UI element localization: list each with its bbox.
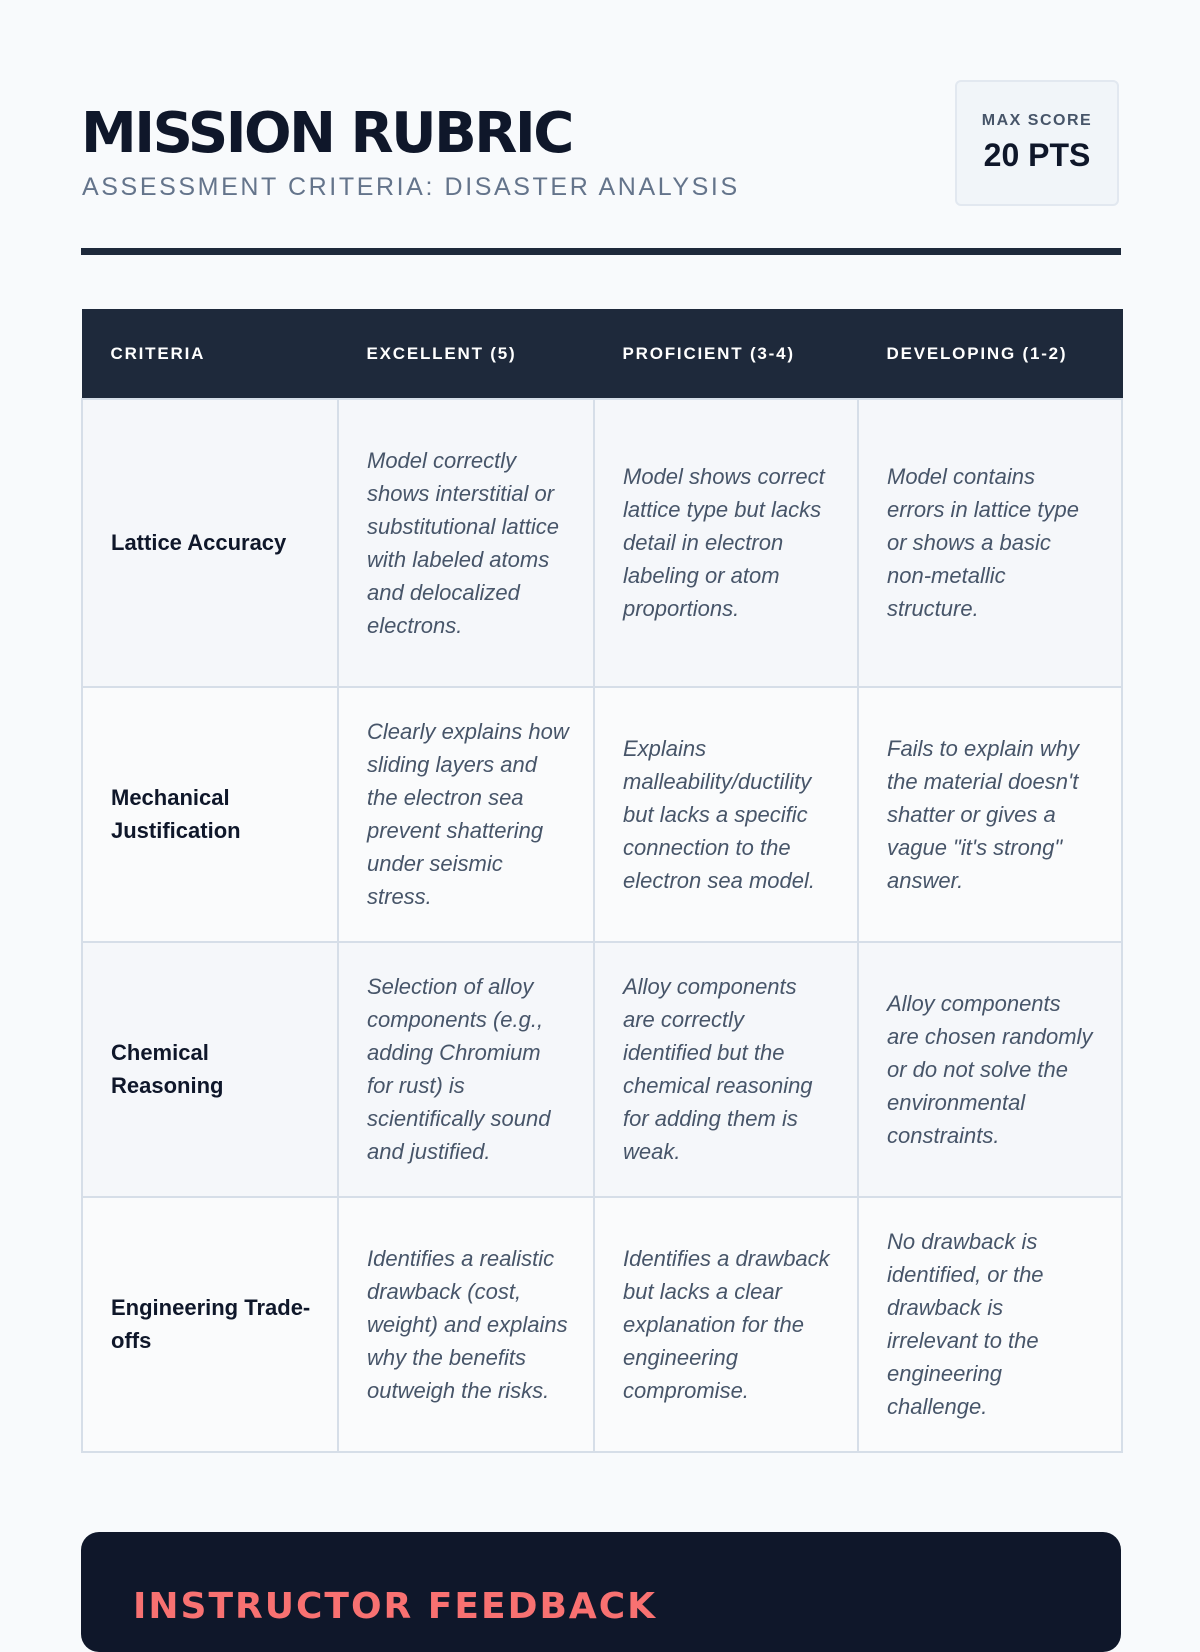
proficient-cell: Identifies a drawback but lacks a clear explanation for the engineering compromise. bbox=[594, 1197, 858, 1452]
page-subtitle: ASSESSMENT CRITERIA: DISASTER ANALYSIS bbox=[82, 173, 740, 201]
max-score-value: 20 PTS bbox=[983, 137, 1091, 173]
column-header-developing: DEVELOPING (1-2) bbox=[858, 310, 1122, 399]
column-header-excellent: EXCELLENT (5) bbox=[338, 310, 594, 399]
header-divider bbox=[81, 248, 1121, 255]
criteria-cell: Lattice Accuracy bbox=[82, 399, 338, 687]
max-score-label: MAX SCORE bbox=[981, 112, 1093, 129]
excellent-cell: Identifies a realistic drawback (cost, weight) and explains why the benefits outweigh the risks. bbox=[338, 1197, 594, 1452]
criteria-cell: Mechanical Justification bbox=[82, 687, 338, 942]
excellent-cell: Model correctly shows interstitial or substitutional lattice with labeled atoms and delocalized electrons. bbox=[338, 399, 594, 687]
instructor-feedback-panel bbox=[81, 1532, 1121, 1652]
column-header-proficient: PROFICIENT (3-4) bbox=[594, 310, 858, 399]
proficient-cell: Explains malleability/ductility but lacks a specific connection to the electron sea model. bbox=[594, 687, 858, 942]
proficient-cell: Model shows correct lattice type but lacks detail in electron labeling or atom proportions. bbox=[594, 399, 858, 687]
criteria-cell: Engineering Trade-offs bbox=[82, 1197, 338, 1452]
table-row bbox=[82, 399, 1122, 687]
proficient-cell: Alloy components are correctly identified but the chemical reasoning for adding them is weak. bbox=[594, 942, 858, 1197]
table-row bbox=[82, 687, 1122, 942]
excellent-cell: Clearly explains how sliding layers and the electron sea prevent shattering under seismic stress. bbox=[338, 687, 594, 942]
table-row bbox=[82, 1197, 1122, 1452]
criteria-cell: Chemical Reasoning bbox=[82, 942, 338, 1197]
column-header-criteria: CRITERIA bbox=[82, 310, 338, 399]
page-title: MISSION RUBRIC bbox=[81, 101, 572, 166]
rubric-header bbox=[81, 80, 1121, 210]
feedback-title: INSTRUCTOR FEEDBACK bbox=[133, 1586, 658, 1627]
developing-cell: Alloy components are chosen randomly or do not solve the environmental constraints. bbox=[858, 942, 1122, 1197]
table-header-row bbox=[82, 310, 1122, 399]
rubric-table bbox=[81, 309, 1123, 1453]
excellent-cell: Selection of alloy components (e.g., adding Chromium for rust) is scientifically sound and justified. bbox=[338, 942, 594, 1197]
developing-cell: Model contains errors in lattice type or shows a basic non-metallic structure. bbox=[858, 399, 1122, 687]
developing-cell: No drawback is identified, or the drawback is irrelevant to the engineering challenge. bbox=[858, 1197, 1122, 1452]
developing-cell: Fails to explain why the material doesn't shatter or gives a vague "it's strong" answer. bbox=[858, 687, 1122, 942]
table-row bbox=[82, 942, 1122, 1197]
max-score-box bbox=[955, 80, 1119, 206]
